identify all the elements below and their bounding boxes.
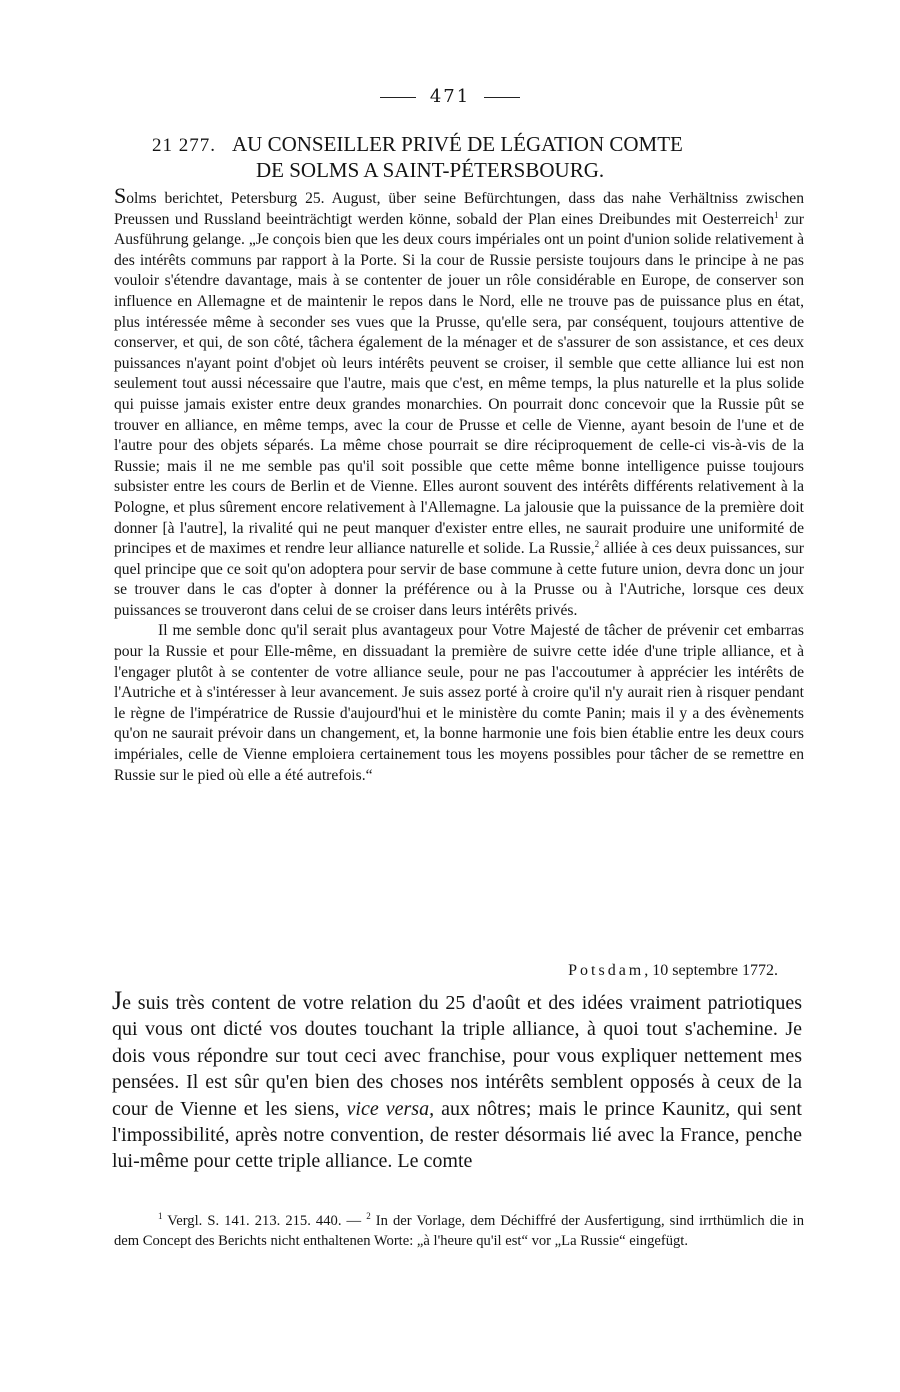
footnote-mark-1: 1 (158, 1211, 163, 1221)
document-title-line1: AU CONSEILLER PRIVÉ DE LÉGATION COMTE (232, 132, 683, 156)
dateline (400, 962, 778, 980)
footnote-mark-2: 2 (366, 1211, 371, 1221)
page-number: 471 (429, 86, 471, 107)
summary-paragraph-2: Il me semble donc qu'il serait plus avantageux pour Votre Majesté de tâcher de prévenir cet embarras pour la Russie et pour Elle-même, en dissuadant la première de suivre cette idée d'une triple alliance, et à l'engager plutôt à se contenter de votre alliance seule, pour ne pas l'accoutumer à apprécier les intérêts de l'Autriche et à s'intéresser à leur avancement. Je suis assez porté à croire qu'il n'y aurait rien à risquer pendant le règne de l'impératrice de Russie d'aujourd'hui et le ministère du comte Panin; mais il y a des évènements qu'on ne saurait prévoir dans un changement, et, la bonne harmonie une fois bien établie entre les deux cours impériales, celle de Vienne emploiera certainement tous les moyens possibles pour tâcher de se remettre en Russie sur le pied où elle a été autrefois.“ (114, 622, 804, 784)
letter-paragraph (112, 988, 802, 1175)
summary-initial: S (114, 183, 127, 208)
footnote-ref-1: 1 (774, 209, 779, 220)
document-heading (152, 132, 792, 182)
summary-text-b: zur Ausführung gelange. „Je conçois bien que les deux cours impériales ont un point d'union solide relativement à des intérêts communs par rapport à la Porte. Si la cour de Russie persiste toujours dans le principe à ne pas vouloir s'étendre davantage, mais à se contenter de jouer un rôle considérable en Europe, de conserver son influence en Allemagne et de maintenir le repos dans le Nord, elle ne trouve pas de puissance plus en état, plus intéressée même à seconder ses vues que la Prusse, qu'elle sera, par conséquent, toujours attentive de conserver, et qui, de son côté, tâchera également de la ménager et de s'assurer de son assistance, et ces deux puissances n'ayant point d'objet où leurs intérêts peuvent se croiser, il semble que cette alliance lui est non seulement tout aussi nécessaire que l'autre, mais que c'est, en même temps, la plus naturelle et la plus solide qui puisse jamais exister entre deux grandes monarchies. On pourrait donc concevoir que la Russie pût se trouver en alliance, en même temps, avec la cour de Prusse et celle de Vienne, ayant besoin de l'une et de l'autre pour des objets séparés. La même chose pourrait se dire réciproquement de celle-ci vis-à-vis de la Russie; mais il ne me semble pas qu'il soit possible que cette même bonne intelligence puisse toujours subsister entre les cours de Berlin et de Vienne. Elles auront souvent des intérêts différents relativement à la Pologne, et plus sûrement encore relativement à l'Allemagne. La jalousie que la puissance de la première doit donner [à l'autre], la rivalité qui ne peut manquer d'exister entre elles, ne saurait produire une uniformité de principes et de maximes et rendre leur alliance naturelle et solide. La Russie, (114, 210, 804, 558)
letter-initial: J (112, 986, 123, 1015)
document-number: 21 277. (152, 135, 216, 156)
header-rule-left (380, 97, 416, 98)
summary-paragraph-1 (114, 183, 804, 621)
dateline-place: Potsdam (568, 962, 645, 979)
letter-text-a: e suis très content de votre relation du 25 d'août et des idées vraiment patriotiques qui vous ont dicté vos doutes touchant la triple alliance, à quoi tout s'achemine. Je dois vous répondre sur tout ceci avec franchise, pour vous expliquer nettement mes pensées. Il est sûr qu'en bien des choses nos intérêts semblent opposés à ceux de la cour de Vienne et les siens, (112, 992, 802, 1120)
footnote-text-2: In der Vorlage, dem Déchiffré der Ausfertigung, sind irrthümlich die in dem Concept des Berichts nicht enthaltenen Worte: „à l'heure qu'il est“ vor „La Russie“ eingefügt. (114, 1213, 804, 1249)
letter-text-b: aux nôtres; mais le prince Kaunitz, qui sent l'impossibilité, après notre convention, de rester désormais lié avec la France, penche lui-même pour cette triple alliance. Le comte (112, 1097, 802, 1173)
page-header (0, 86, 900, 107)
summary-text-c: alliée à ces deux puissances, sur quel principe que ce soit qu'on adoptera pour servir de base commune à cette future union, devra donc un jour se trouver dans le cas d'opter à donner la préférence ou à la Prusse ou à l'Autriche, lorsque ces deux puissances se trouveront dans celui de se croiser dans leurs intérêts privés. (114, 540, 804, 619)
report-summary (114, 183, 804, 786)
letter-italic: vice versa, (346, 1097, 435, 1120)
document-title-line2: DE SOLMS A SAINT-PÉTERSBOURG. (256, 158, 605, 182)
footnote-ref-2: 2 (594, 539, 600, 550)
header-rule-right (484, 97, 520, 98)
footnote-paragraph (114, 1212, 804, 1251)
footnotes (114, 1212, 804, 1251)
summary-text-a: olms berichtet, Petersburg 25. August, über seine Befürchtungen, dass das nahe Verhältniss zwischen Preussen und Russland beeinträchtigt werden könne, sobald der Plan eines Dreibundes mit Oesterreich (114, 190, 804, 228)
footnote-text-1: Vergl. S. 141. 213. 215. 440. — (162, 1213, 367, 1229)
letter-body (112, 988, 802, 1175)
dateline-date: , 10 septembre 1772. (644, 962, 778, 979)
